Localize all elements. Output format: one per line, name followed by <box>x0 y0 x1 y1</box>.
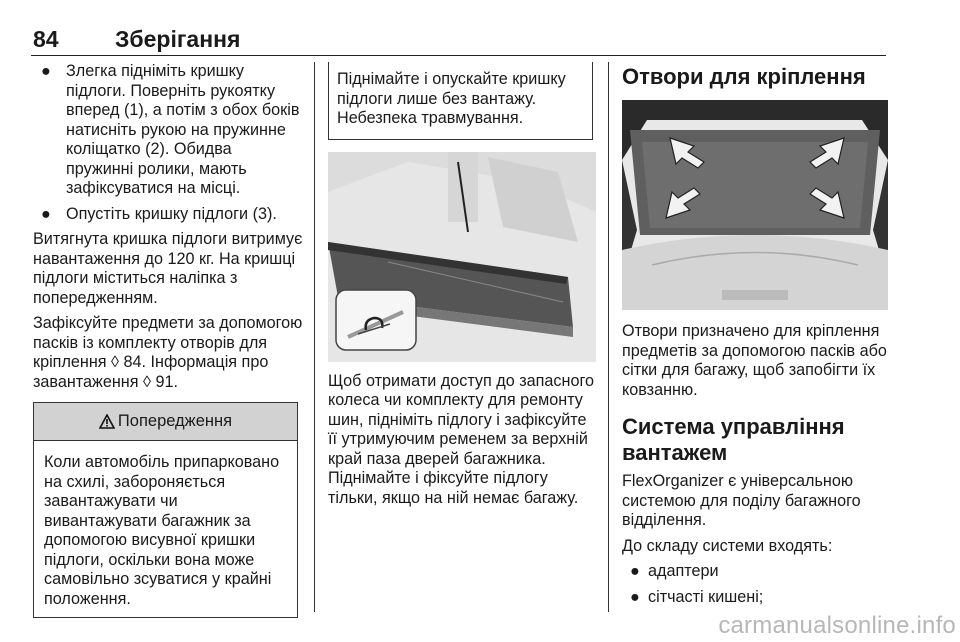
warning-triangle-icon <box>99 414 115 429</box>
column-divider <box>608 62 609 612</box>
warning-text: Коли автомобіль припарковано на схилі, забороняється завантажувати чи вивантажувати багажник за допомогою висувної кришки підлоги, оскільки вона може самовільно зсуватися у крайні положення. <box>44 453 280 608</box>
paragraph: Зафіксуйте предмети за допомогою пасків із комплекту отворів для кріплення ◊ 84. Інформація про завантаження ◊ 91. <box>33 314 303 391</box>
paragraph: Щоб отримати доступ до запасного колеса чи комплекту для ремонту шин, підніміть підлогу і зафіксуйте її утримуючим ременем за верхній край паза дверей багажника. Піднімайте і фіксуйте підлогу тільки, якщо на ній немає багажу. <box>328 371 595 507</box>
bullet-dot: ● <box>630 562 640 580</box>
list-item <box>33 62 303 199</box>
bullet-text: Злегка підніміть кришку підлоги. Поверніть рукоятку вперед (1), а потім з обох боків натисніть рукою на пружинне коліщатко (2). Обидва пружинні ролики, мають зафіксуватися на місці. <box>66 62 300 197</box>
list-item <box>622 588 890 608</box>
paragraph: Витягнута кришка підлоги витримує навантаження до 120 кг. На кришці підлоги міститься наліпка з попередженням. <box>33 230 303 307</box>
column-right <box>622 62 890 613</box>
column-left <box>33 62 303 618</box>
list-item <box>33 205 303 225</box>
watermark: carmanualsonline.info <box>718 612 956 639</box>
tie-down-eyes-illustration <box>622 100 888 310</box>
section-title: Зберігання <box>115 26 241 52</box>
page-number: 84 <box>33 26 59 52</box>
paragraph: Отвори призначено для кріплення предметів за допомогою пасків або сітки для багажу, щоб запобігти їх ковзанню. <box>622 322 887 399</box>
paragraph: FlexOrganizer є універсальною системою для поділу багажного відділення. <box>622 472 861 529</box>
note-box: Піднімайте і опускайте кришку підлоги лише без вантажу. Небезпека травмування. <box>328 62 593 140</box>
warning-title: Попередження <box>117 411 233 430</box>
warning-box <box>33 402 298 618</box>
column-divider <box>314 62 315 612</box>
floor-cover-illustration <box>328 152 596 362</box>
page-header <box>31 20 886 56</box>
bullet-dot: ● <box>630 587 640 606</box>
column-middle <box>328 62 596 514</box>
bullet-text: Опустіть кришку підлоги (3). <box>66 204 277 223</box>
bullet-dot: ● <box>41 62 51 80</box>
heading-tie-down-eyes: Отвори для кріплення <box>622 64 866 89</box>
paragraph: До складу системи входять: <box>622 536 833 555</box>
list-item-text: сітчасті кишені; <box>648 587 764 606</box>
bullet-dot: ● <box>41 204 51 223</box>
list-item-text: адаптери <box>648 562 719 580</box>
warning-header <box>34 403 297 441</box>
heading-load-management: Система управління вантажем <box>622 414 845 465</box>
list-item <box>622 562 890 582</box>
